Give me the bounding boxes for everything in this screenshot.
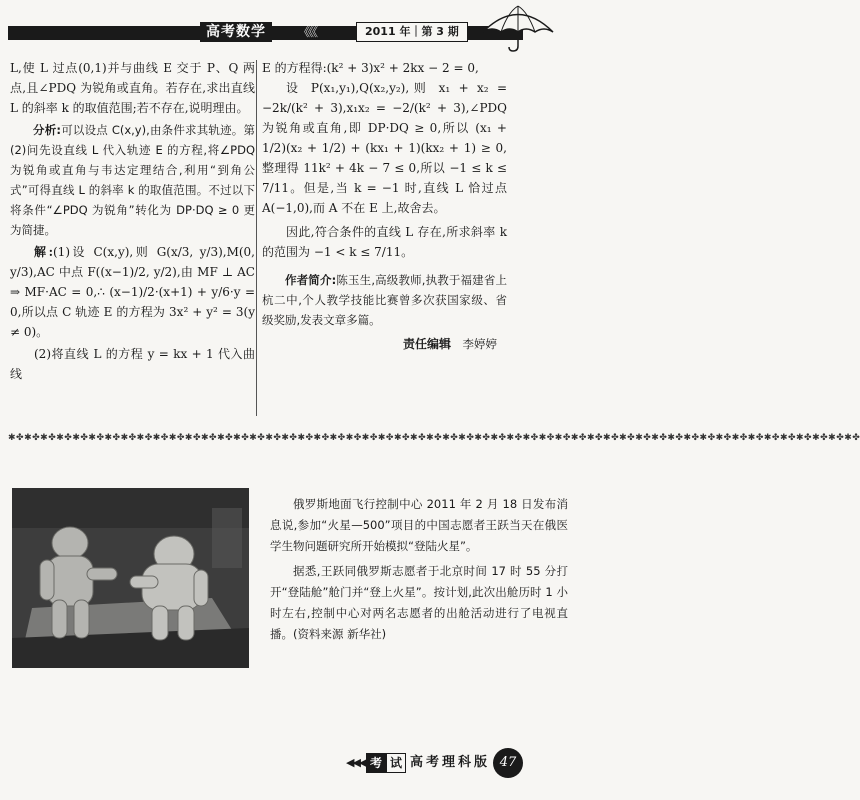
- editor-name: 李婷婷: [462, 337, 497, 351]
- left-column: [10, 58, 255, 384]
- chevron-decoration-icon: 《《《: [298, 25, 317, 39]
- solution-text: (1)设 C(x,y),则 G(x/3, y/3),M(0, y/3),AC 中点 F((x−1)/2, y/2),由 MF ⊥ AC ⇒ MF·AC = 0,∴ (x−1)/2·(x+1) + y/6·y = 0,所以点 C 轨迹 E 的方程为 3x² + y² = 3(y ≠ 0)。: [10, 245, 255, 339]
- author-bio: [262, 270, 507, 330]
- issue-label: 2011 年｜第 3 期: [356, 22, 468, 42]
- solution-paragraph: [10, 242, 255, 342]
- news-article: [270, 494, 568, 645]
- footer-title: 高考理科版: [410, 755, 491, 770]
- news-paragraph-2: 据悉,王跃同俄罗斯志愿者于北京时间 17 时 55 分打开“登陆舱”舱门并“登上火星”。按计划,此次出舱历时 1 小时左右,控制中心对两名志愿者的出舱活动进行了电视直播。(资料来源 新华社): [270, 564, 568, 641]
- page-footer: [0, 740, 579, 790]
- analysis-paragraph: [10, 120, 255, 240]
- page-header: [0, 0, 579, 50]
- decorative-separator: ✱✤✱✤✱✤✱✤✱✤✱✤✱✤✱✤✱✤✱✤✱✤✱✤✱✤✱✤✱✤✱✤✱✤✱✤✱✤✱✤✱✤✱✤✱✤✱✤✱✤✱✤✱✤✱✤✱✤✱✤✱✤✱✤✱✤✱✤✱✤✱✤✱✤✱✤✱✤✱✤✱✤✱✤✱✤✱✤✱✤✱✤✱✤✱✤✱✤✱✤✱✤✱✤✱✤: [8, 433, 860, 443]
- solution-label: 解:: [34, 245, 53, 259]
- footer-char-2: 试: [386, 753, 406, 773]
- journal-title: 高考数学: [200, 22, 272, 42]
- arrow-left-icon: ◀◀◀: [346, 756, 366, 769]
- editor-label: 责任编辑: [403, 337, 452, 351]
- news-paragraph-1: 俄罗斯地面飞行控制中心 2011 年 2 月 18 日发布消息说,参加“火星—500”项目的中国志愿者王跃当天在俄医学生物问题研究所开始模拟“登陆火星”。: [270, 497, 568, 553]
- problem-text: L,使 L 过点(0,1)并与曲线 E 交于 P、Q 两点,且∠PDQ 为锐角或直角。若存在,求出直线 L 的斜率 k 的取值范围;若不存在,说明理由。: [10, 61, 255, 115]
- author-label: 作者简介:: [285, 273, 337, 287]
- equation-line: E 的方程得:(k² + 3)x² + 2kx − 2 = 0,: [262, 61, 479, 75]
- footer-char-1: 考: [366, 753, 386, 773]
- astronaut-photo-icon: [12, 488, 249, 668]
- news-photo: [12, 488, 249, 668]
- analysis-text: 可以设点 C(x,y),由条件求其轨迹。第(2)问先设直线 L 代入轨迹 E 的方程,将∠PDQ 为锐角或直角与韦达定理结合,利用“到角公式”可得直线 L 的斜率 k 的取值范围。不过以下将条件“∠PDQ 为锐角”转化为 DP·DQ ≥ 0 更为简捷。: [10, 123, 255, 237]
- conclusion-text: 因此,符合条件的直线 L 存在,所求斜率 k 的范围为 −1 < k ≤ 7/11。: [262, 225, 507, 259]
- analysis-label: 分析:: [33, 123, 61, 137]
- right-column: [262, 58, 507, 354]
- editor-credit: [262, 334, 507, 354]
- umbrella-icon: [478, 2, 558, 52]
- column-divider: [256, 60, 257, 416]
- derivation-text: 设 P(x₁,y₁),Q(x₂,y₂),则 x₁ + x₂ = −2k/(k² + 3),x₁x₂ = −2/(k² + 3),∠PDQ 为锐角或直角,即 DP·DQ ≥ 0,所以 (x₁ + 1/2)(x₂ + 1/2) + (kx₁ + 1)(kx₂ + 1) ≥ 0,整理得 11k² + 4k − 7 ≤ 0,所以 −1 ≤ k ≤ 7/11。但是,当 k = −1 时,直线 L 恰过点 A(−1,0),而 A 不在 E 上,故舍去。: [262, 81, 507, 215]
- page-number: 47: [493, 748, 523, 778]
- part-two-text: (2)将直线 L 的方程 y = kx + 1 代入曲线: [10, 347, 255, 381]
- author-text: 陈玉生,高级教师,执教于福建省上杭二中,个人教学技能比赛曾多次获国家级、省级奖励,发表文章多篇。: [262, 273, 507, 327]
